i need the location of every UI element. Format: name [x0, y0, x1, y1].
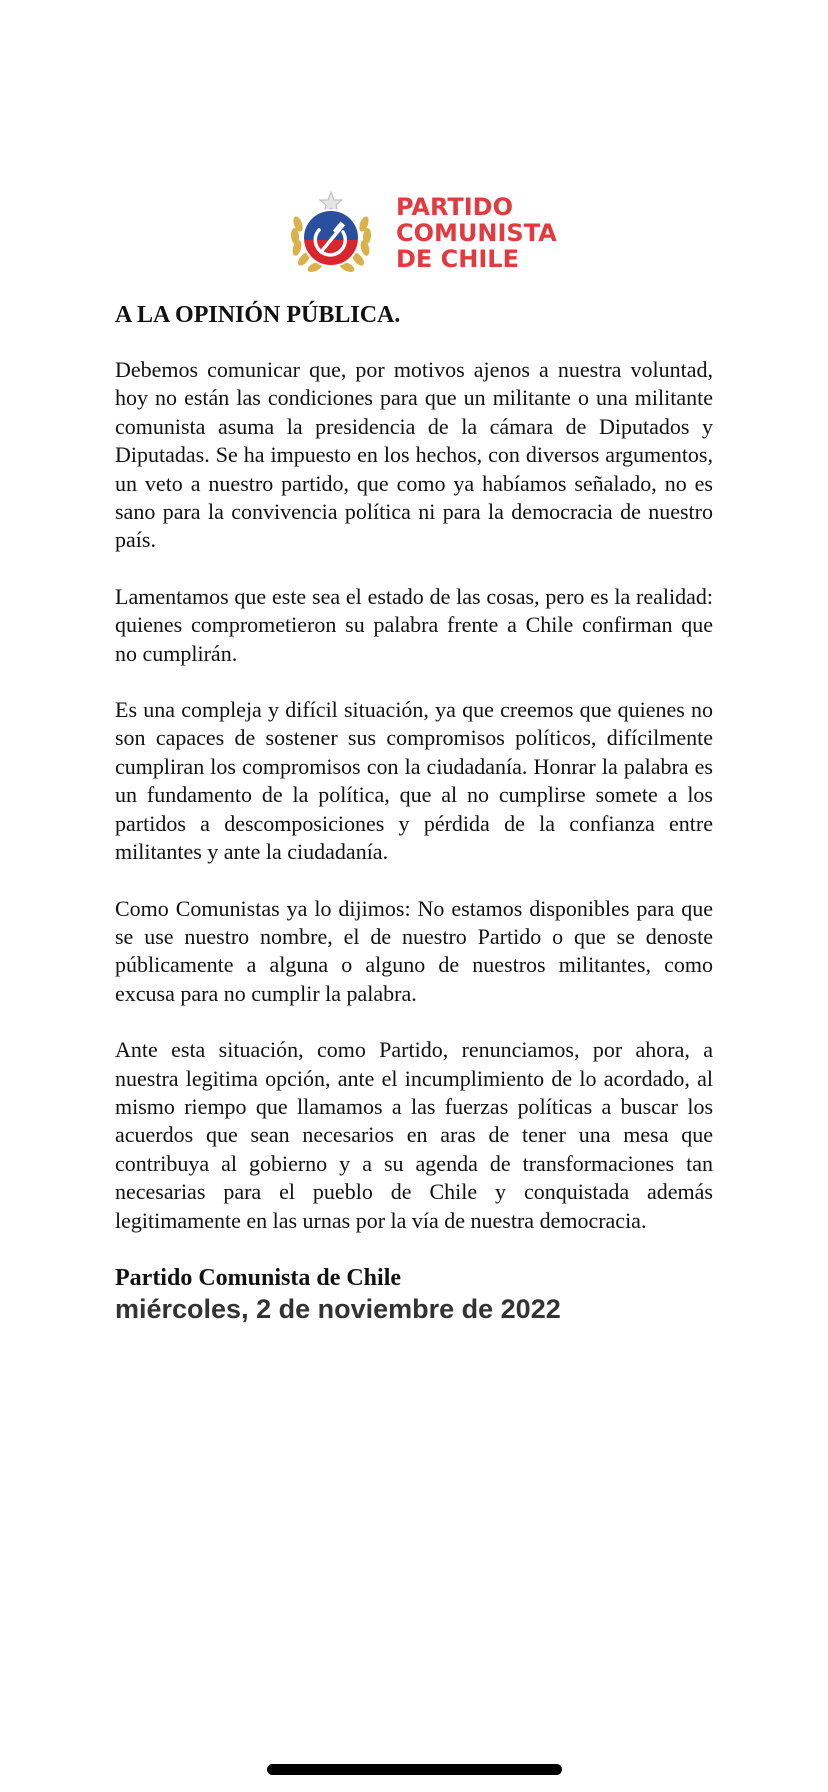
signature: Partido Comunista de Chile: [115, 1264, 402, 1291]
paragraph: Es una compleja y difícil situación, ya que creemos que quienes no son capaces de sostener sus compromisos políticos, difícilmente cumpliran los compromisos con la ciudadanía. Honrar la palabra es un fundamento de la política, que al no cumplirse somete a los partidos a descomposiciones y pérdida de la confianza entre militantes y ante la ciudadanía.: [115, 697, 713, 865]
paragraph: Ante esta situación, como Partido, renunciamos, por ahora, a nuestra legitima opción, ante el incumplimiento de lo acordado, al mismo riempo que llamamos a las fuerzas políticas a buscar los acuerdos que sean necesarios en aras de tener una mesa que contribuya al gobierno y a su agenda de transformaciones tan necesarias para el pueblo de Chile y conquistada además legitimamente en las urnas por la vía de nuestra democracia.: [115, 1037, 713, 1233]
home-indicator[interactable]: [267, 1764, 562, 1775]
paragraph: Como Comunistas ya lo dijimos: No estamos disponibles para que se use nuestro nombre, el de nuestro Partido o que se denoste públicamente a alguna o alguno de nuestros militantes, como excusa para no cumplir la palabra.: [115, 895, 713, 1006]
wordmark-line: PARTIDO: [396, 193, 513, 221]
hammer-sickle-emblem-icon: [288, 190, 374, 274]
document-date: miércoles, 2 de noviembre de 2022: [115, 1293, 561, 1324]
party-logo: [288, 190, 557, 274]
document-heading: A LA OPINIÓN PÚBLICA.: [115, 302, 401, 328]
wordmark-line: COMUNISTA: [396, 219, 557, 247]
wordmark-line: DE CHILE: [396, 245, 519, 273]
party-wordmark: [396, 193, 557, 273]
statement-document: [115, 300, 713, 1325]
paragraph: Lamentamos que este sea el estado de las cosas, pero es la realidad: quienes comprometieron su palabra frente a Chile confirman que no cumplirán.: [115, 583, 713, 666]
paragraph: Debemos comunicar que, por motivos ajenos a nuestra voluntad, hoy no están las condiciones para que un militante o una militante comunista asuma la presidencia de la cámara de Diputados y Diputadas. Se ha impuesto en los hechos, con diversos argumentos, un veto a nuestro partido, que como ya habíamos señalado, no es sano para la convivencia política ni para la democracia de nuestro país.: [115, 357, 713, 553]
